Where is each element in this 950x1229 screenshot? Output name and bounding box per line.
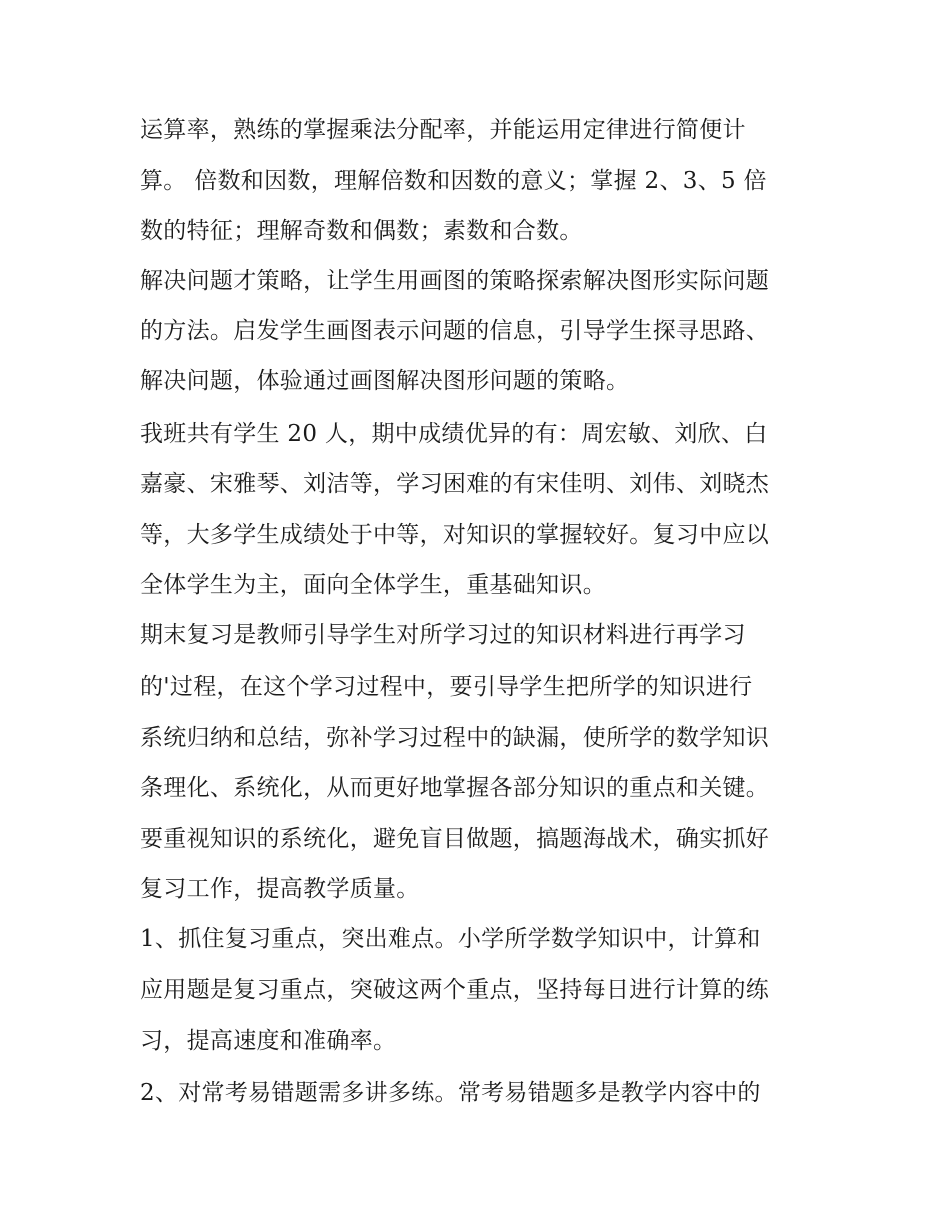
text-line: 算。 倍数和因数，理解倍数和因数的意义；掌握 2、3、5 倍 [140, 168, 767, 194]
text-line: 嘉豪、宋雅琴、刘洁等，学习困难的有宋佳明、刘伟、刘晓杰 [140, 471, 770, 497]
text-line: 2、对常考易错题需多讲多练。常考易错题多是教学内容中的 [140, 1080, 761, 1106]
text-line: 等，大多学生成绩处于中等，对知识的掌握较好。复习中应以 [140, 522, 770, 548]
text-line: 复习工作，提高教学质量。 [140, 876, 420, 902]
text-line: 系统归纳和总结，弥补学习过程中的缺漏，使所学的数学知识 [140, 725, 770, 751]
text-line: 期末复习是教师引导学生对所学习过的知识材料进行再学习 [140, 622, 746, 648]
text-line: 数的特征；理解奇数和偶数；素数和合数。 [140, 218, 583, 244]
text-line: 的方法。启发学生画图表示问题的信息，引导学生探寻思路、 [140, 318, 770, 344]
text-line: 应用题是复习重点，突破这两个重点，坚持每日进行计算的练 [140, 977, 770, 1003]
text-line: 运算率，熟练的掌握乘法分配率，并能运用定律进行简便计 [140, 117, 746, 143]
text-line: 解决问题，体验通过画图解决图形问题的策略。 [140, 368, 630, 394]
text-line: 习，提高速度和准确率。 [140, 1028, 397, 1054]
text-line: 我班共有学生 20 人，期中成绩优异的有：周宏敏、刘欣、白 [140, 421, 768, 447]
text-line: 1、抓住复习重点，突出难点。小学所学数学知识中，计算和 [140, 926, 761, 952]
text-line: 解决问题才策略，让学生用画图的策略探索解决图形实际问题 [140, 268, 770, 294]
text-line: 全体学生为主，面向全体学生，重基础知识。 [140, 572, 606, 598]
text-line: 的'过程，在这个学习过程中，要引导学生把所学的知识进行 [140, 674, 753, 700]
text-line: 要重视知识的系统化，避免盲目做题，搞题海战术，确实抓好 [140, 826, 770, 852]
text-line: 条理化、系统化，从而更好地掌握各部分知识的重点和关键。 [140, 775, 770, 801]
